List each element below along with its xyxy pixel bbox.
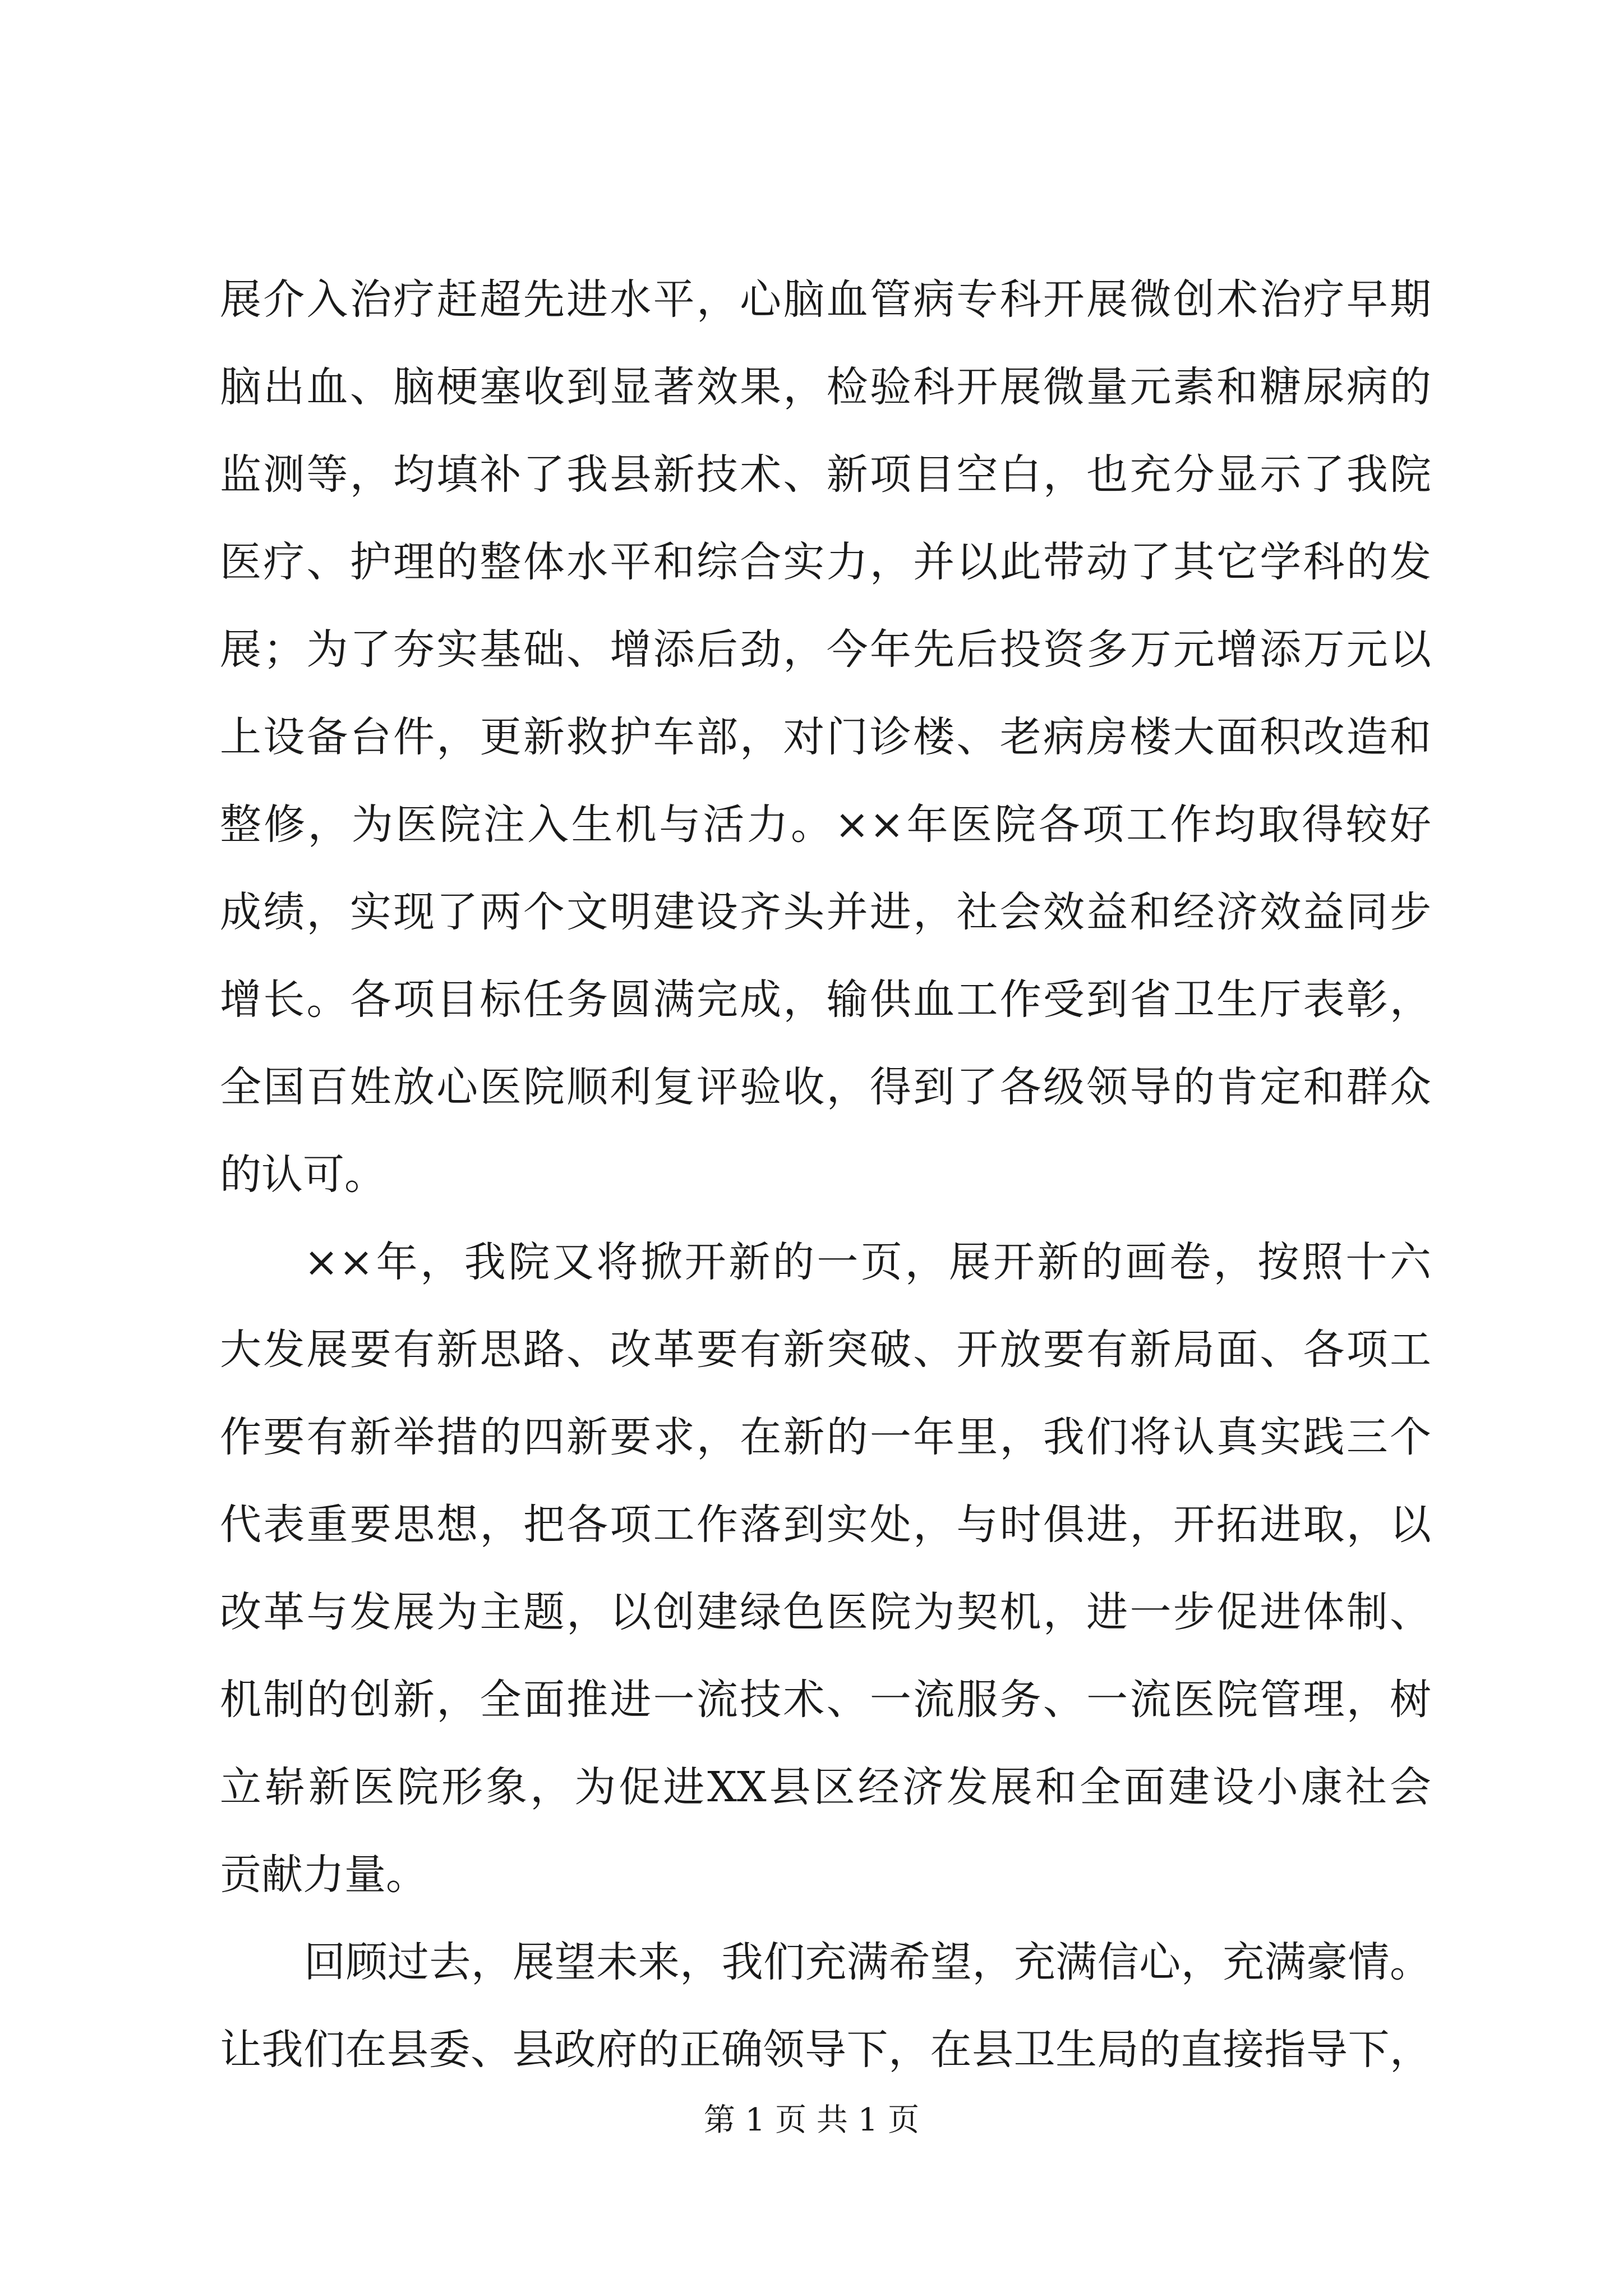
paragraph-first-line: 回顾过去，展望未来，我们充满希望，充满信心，充满豪情。 xyxy=(304,1938,1431,1986)
page-number: 第 1 页 共 1 页 xyxy=(703,2102,920,2138)
text-line: 机制的创新，全面推进一流技术、一流服务、一流医院管理，树 xyxy=(220,1676,1431,1724)
text-line: 代表重要思想，把各项工作落到实处，与时俱进，开拓进取，以 xyxy=(220,1501,1431,1549)
text-line: 让我们在县委、县政府的正确领导下，在县卫生局的直接指导下， xyxy=(220,2026,1431,2074)
text-line: 监测等，均填补了我县新技术、新项目空白，也充分显示了我院 xyxy=(220,450,1431,499)
text-line: 大发展要有新思路、改革要有新突破、开放要有新局面、各项工 xyxy=(220,1326,1431,1374)
text-line: 脑出血、脑梗塞收到显著效果，检验科开展微量元素和糖尿病的 xyxy=(220,363,1431,411)
text-line: 整修，为医院注入生机与活力。××年医院各项工作均取得较好 xyxy=(220,800,1431,849)
text-line: 成绩，实现了两个文明建设齐头并进，社会效益和经济效益同步 xyxy=(220,888,1431,936)
page-footer xyxy=(0,2098,1623,2143)
text-line: 作要有新举措的四新要求，在新的一年里，我们将认真实践三个 xyxy=(220,1413,1431,1461)
paragraph-first-line: ××年，我院又将掀开新的一页，展开新的画卷，按照十六 xyxy=(304,1238,1431,1286)
text-line: 医疗、护理的整体水平和综合实力，并以此带动了其它学科的发 xyxy=(220,538,1431,586)
text-line: 贡献力量。 xyxy=(220,1851,427,1899)
text-line: 全国百姓放心医院顺利复评验收，得到了各级领导的肯定和群众 xyxy=(220,1063,1431,1111)
text-line: 的认可。 xyxy=(220,1151,386,1199)
text-line: 展介入治疗赶超先进水平，心脑血管病专科开展微创术治疗早期 xyxy=(220,275,1431,324)
text-line: 立崭新医院形象，为促进XX县区经济发展和全面建设小康社会 xyxy=(220,1763,1431,1811)
text-line: 上设备台件，更新救护车部，对门诊楼、老病房楼大面积改造和 xyxy=(220,713,1431,761)
text-line: 增长。各项目标任务圆满完成，输供血工作受到省卫生厅表彰， xyxy=(220,976,1431,1024)
document-body xyxy=(220,256,1431,2093)
text-line: 展；为了夯实基础、增添后劲，今年先后投资多万元增添万元以 xyxy=(220,625,1431,674)
text-line: 改革与发展为主题，以创建绿色医院为契机，进一步促进体制、 xyxy=(220,1588,1431,1636)
